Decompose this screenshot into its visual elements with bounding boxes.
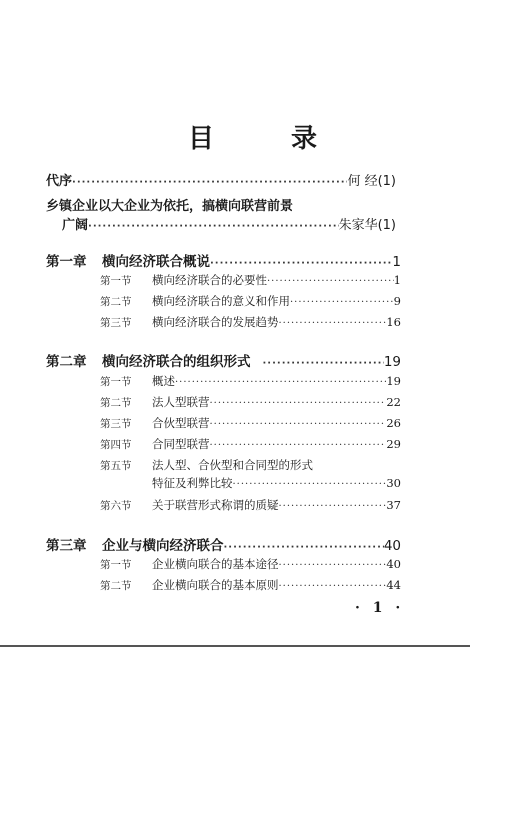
section-number: 第二节 [100, 580, 132, 592]
section-page: 19 [386, 374, 401, 388]
entry-label: 广阔 [62, 218, 89, 233]
section-page: 22 [386, 395, 401, 409]
chapter-title: 横向经济联合的组织形式 [102, 354, 251, 370]
toc-section [100, 314, 401, 330]
leader-dots [72, 177, 347, 188]
leader-dots [210, 398, 387, 409]
leader-dots [233, 479, 387, 490]
section-number: 第二节 [100, 296, 132, 308]
entry-label: 代序 [46, 174, 73, 189]
entry-page: 何 经(1) [347, 174, 396, 189]
chapter-number: 第二章 [46, 354, 87, 370]
section-page: 29 [386, 437, 401, 451]
section-number: 第二节 [100, 397, 132, 409]
section-title: 法人型、合伙型和合同型的形式 [152, 458, 313, 472]
leader-dots [279, 501, 387, 512]
page-number: · 1 · [355, 600, 405, 616]
section-number: 第一节 [100, 275, 132, 287]
toc-section [100, 436, 401, 452]
chapter-number: 第一章 [46, 254, 87, 270]
section-number: 第一节 [100, 559, 132, 571]
chapter-title: 横向经济联合概说 [102, 254, 210, 270]
leader-dots [175, 377, 386, 388]
toc-section [100, 415, 401, 431]
section-page: 1 [393, 273, 401, 287]
leader-dots [279, 318, 387, 329]
section-page: 30 [386, 476, 401, 490]
section-title: 横向经济联合的发展趋势 [152, 315, 279, 329]
bottom-rule [0, 645, 470, 647]
leader-dots [224, 542, 384, 553]
leader-dots [263, 358, 384, 369]
section-title: 法人型联营 [152, 395, 210, 409]
leader-dots [210, 258, 392, 269]
toc-section-multiline [100, 457, 313, 473]
section-number: 第五节 [100, 460, 132, 472]
leader-dots [279, 560, 387, 571]
leader-dots [210, 419, 387, 430]
section-title: 企业横向联合的基本途径 [152, 557, 279, 571]
section-title: 企业横向联合的基本原则 [152, 578, 279, 592]
section-page: 40 [386, 557, 401, 571]
section-page: 16 [386, 315, 401, 329]
toc-heading: 目 录 [187, 124, 352, 154]
chapter-title: 企业与横向经济联合 [102, 538, 224, 554]
section-title: 合同型联营 [152, 437, 210, 451]
section-title: 概述 [152, 374, 175, 388]
toc-section [100, 373, 401, 389]
toc-entry-preface [46, 170, 396, 189]
leader-dots [279, 581, 387, 592]
chapter-page: 19 [383, 354, 401, 370]
section-number: 第三节 [100, 418, 132, 430]
entry-page: 朱家华(1) [338, 218, 396, 233]
toc-section [100, 394, 401, 410]
toc-chapter-1 [46, 250, 401, 270]
leader-dots [290, 297, 394, 308]
section-title: 横向经济联合的必要性 [152, 273, 267, 287]
section-title: 特征及利弊比较 [152, 476, 233, 490]
leader-dots [88, 221, 339, 232]
toc-chapter-3 [46, 534, 401, 554]
section-number: 第六节 [100, 500, 132, 512]
toc-section [100, 577, 401, 593]
toc-section [100, 272, 401, 288]
toc-section [100, 556, 401, 572]
leader-dots [267, 276, 394, 287]
chapter-page: 40 [383, 538, 401, 554]
toc-chapter-2 [46, 350, 401, 370]
section-number: 第四节 [100, 439, 132, 451]
section-page: 26 [386, 416, 401, 430]
section-title: 合伙型联营 [152, 416, 210, 430]
section-page: 37 [386, 498, 401, 512]
toc-entry-article [62, 214, 396, 233]
section-title: 关于联营形式称谓的质疑 [152, 498, 279, 512]
section-page: 9 [393, 294, 401, 308]
section-number: 第一节 [100, 376, 132, 388]
leader-dots [210, 440, 387, 451]
toc-section-continuation [152, 475, 401, 491]
chapter-number: 第三章 [46, 538, 87, 554]
chapter-page: 1 [392, 254, 401, 270]
toc-entry-article-title: 乡镇企业以大企业为依托，搞横向联营前景 [46, 199, 294, 214]
section-number: 第三节 [100, 317, 132, 329]
section-title: 横向经济联合的意义和作用 [152, 294, 290, 308]
toc-section [100, 293, 401, 309]
section-page: 44 [386, 578, 401, 592]
toc-section [100, 497, 401, 513]
